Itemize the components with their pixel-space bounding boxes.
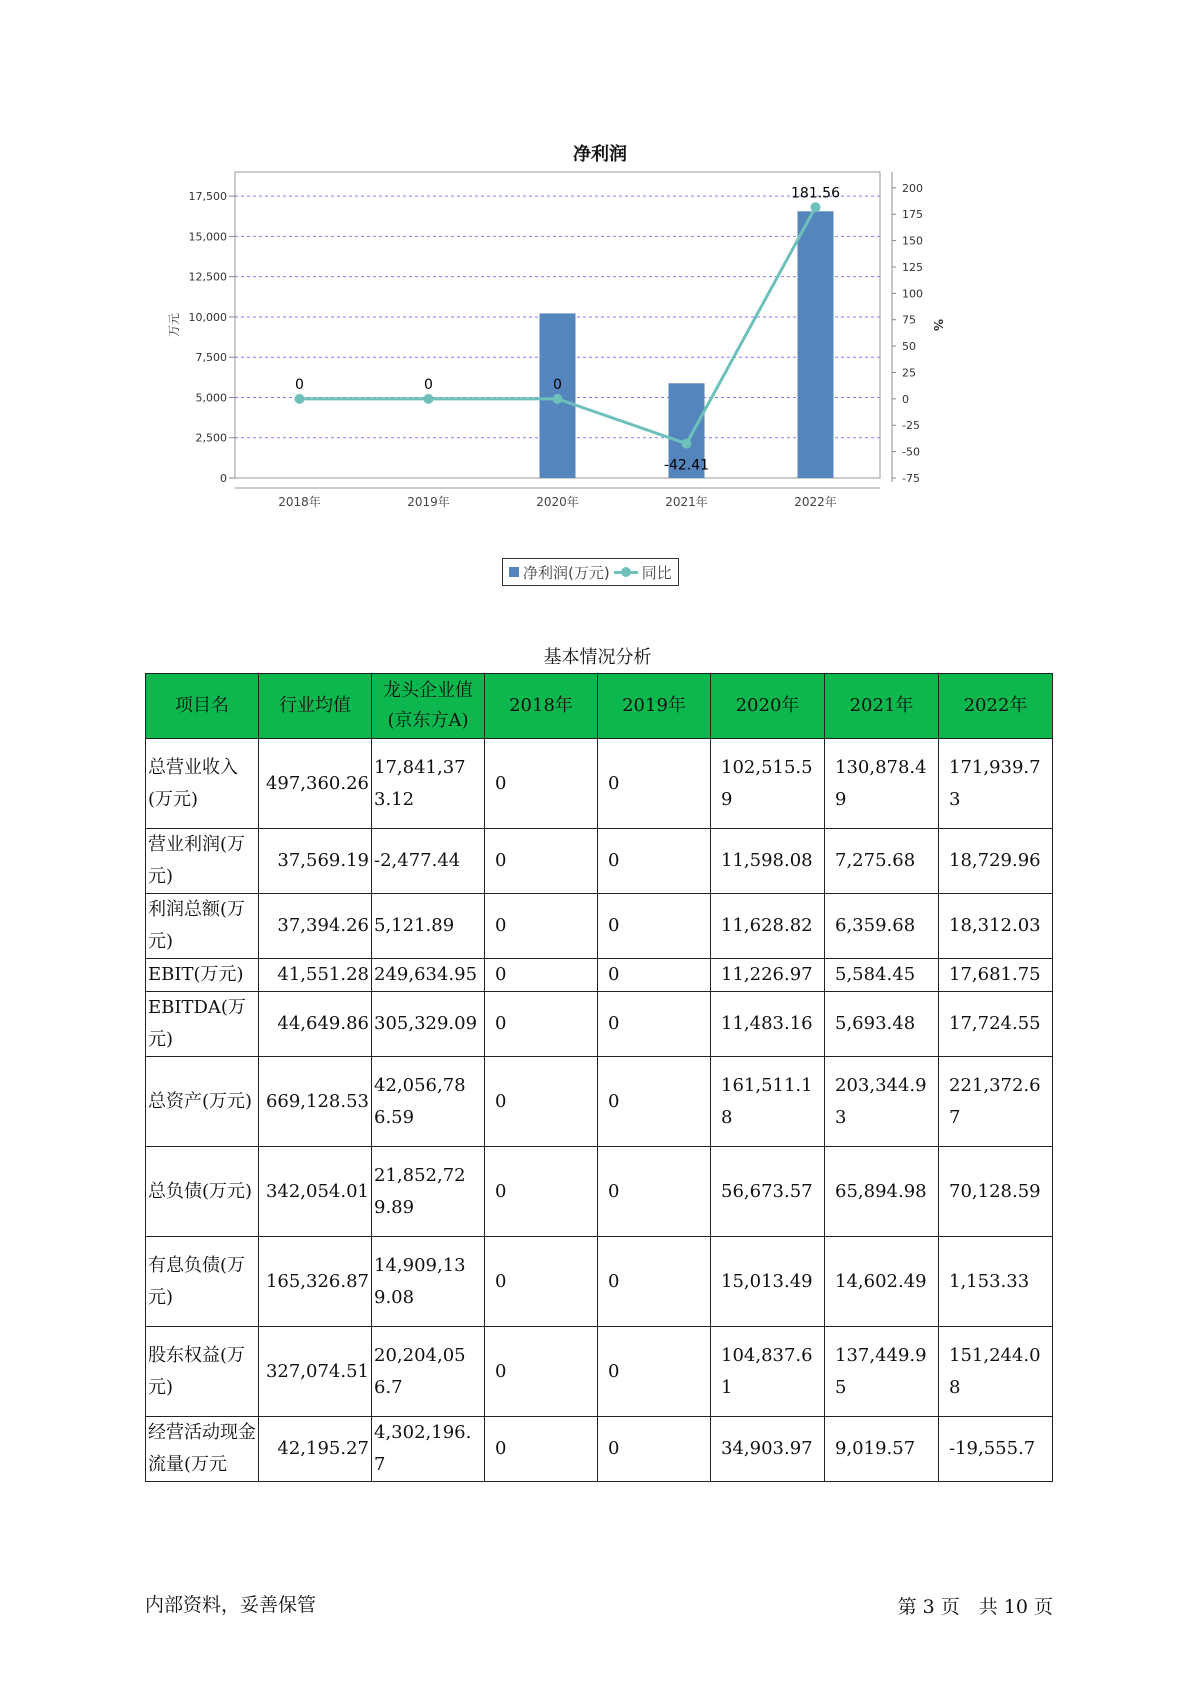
legend-line-label: 同比 (641, 563, 672, 582)
legend-bar-swatch (509, 567, 519, 577)
table-row (146, 992, 1053, 1057)
x-tick-label: 2018年 (278, 495, 321, 509)
leader-value-cell: 21,852,729.89 (372, 1147, 485, 1237)
y-tick-label: 17,500 (188, 190, 227, 204)
y-tick-label: 10,000 (188, 310, 227, 324)
year-2022-cell: 18,729.96 (939, 829, 1053, 894)
point-yoy (424, 394, 434, 404)
x-tick-label: 2020年 (536, 495, 579, 509)
industry-avg-cell: 342,054.01 (259, 1147, 372, 1237)
table-caption: 基本情况分析 (543, 647, 652, 668)
year-2018-cell: 0 (485, 894, 598, 959)
data-label: 0 (295, 376, 304, 393)
year-2020-cell: 11,628.82 (711, 894, 825, 959)
footer-page-number: 第 3 页 共 10 页 (897, 1596, 1053, 1618)
year-2018-cell: 0 (485, 739, 598, 829)
year-2019-cell: 0 (598, 829, 711, 894)
point-yoy (811, 202, 821, 212)
year-2018-cell: 0 (485, 1147, 598, 1237)
header-cell: 2019年 (598, 674, 711, 739)
year-2019-cell: 0 (598, 1417, 711, 1482)
year-2022-cell: 1,153.33 (939, 1237, 1053, 1327)
chart-legend (502, 558, 679, 586)
data-label: -42.41 (663, 457, 710, 474)
year-2022-cell: 17,724.55 (939, 992, 1053, 1057)
leader-value-cell: 4,302,196.7 (372, 1417, 485, 1482)
industry-avg-cell: 41,551.28 (259, 959, 372, 992)
leader-value-cell: 305,329.09 (372, 992, 485, 1057)
y2-tick-label: 125 (902, 260, 923, 274)
y2-tick-label: -25 (902, 419, 920, 433)
year-2019-cell: 0 (598, 1237, 711, 1327)
industry-avg-cell: 37,569.19 (259, 829, 372, 894)
y-tick-label: 2,500 (195, 431, 227, 445)
item-name-cell: 总负债(万元) (146, 1147, 259, 1237)
table-row (146, 1057, 1053, 1147)
leader-value-cell: 5,121.89 (372, 894, 485, 959)
year-2020-cell: 56,673.57 (711, 1147, 825, 1237)
year-2018-cell: 0 (485, 829, 598, 894)
y2-axis-label: % (931, 318, 945, 332)
year-2020-cell: 15,013.49 (711, 1237, 825, 1327)
year-2019-cell: 0 (598, 1147, 711, 1237)
year-2021-cell: 65,894.98 (825, 1147, 939, 1237)
year-2021-cell: 130,878.49 (825, 739, 939, 829)
header-cell: 2022年 (939, 674, 1053, 739)
year-2021-cell: 5,584.45 (825, 959, 939, 992)
year-2021-cell: 14,602.49 (825, 1237, 939, 1327)
y2-tick-label: 75 (902, 313, 916, 327)
table-row (146, 894, 1053, 959)
industry-avg-cell: 497,360.26 (259, 739, 372, 829)
year-2021-cell: 7,275.68 (825, 829, 939, 894)
table-row (146, 1147, 1053, 1237)
industry-avg-cell: 327,074.51 (259, 1327, 372, 1417)
year-2018-cell: 0 (485, 1237, 598, 1327)
y2-tick-label: 25 (902, 366, 916, 380)
chart-svg (150, 130, 1050, 560)
leader-value-cell: -2,477.44 (372, 829, 485, 894)
industry-avg-cell: 42,195.27 (259, 1417, 372, 1482)
year-2020-cell: 11,226.97 (711, 959, 825, 992)
basic-analysis-table (145, 673, 1053, 1482)
header-cell: 2020年 (711, 674, 825, 739)
industry-avg-cell: 37,394.26 (259, 894, 372, 959)
table-header-row (146, 674, 1053, 739)
leader-value-cell: 20,204,056.7 (372, 1327, 485, 1417)
year-2020-cell: 34,903.97 (711, 1417, 825, 1482)
header-cell: 行业均值 (259, 674, 372, 739)
year-2019-cell: 0 (598, 1057, 711, 1147)
item-name-cell: 总资产(万元) (146, 1057, 259, 1147)
y-tick-label: 12,500 (188, 270, 227, 284)
year-2022-cell: -19,555.7 (939, 1417, 1053, 1482)
bar-net-profit (798, 211, 834, 478)
industry-avg-cell: 165,326.87 (259, 1237, 372, 1327)
data-label: 0 (424, 376, 433, 393)
item-name-cell: 总营业收入(万元) (146, 739, 259, 829)
year-2020-cell: 11,483.16 (711, 992, 825, 1057)
year-2022-cell: 17,681.75 (939, 959, 1053, 992)
year-2019-cell: 0 (598, 992, 711, 1057)
item-name-cell: 股东权益(万元) (146, 1327, 259, 1417)
y-tick-label: 15,000 (188, 230, 227, 244)
year-2018-cell: 0 (485, 1057, 598, 1147)
year-2022-cell: 171,939.73 (939, 739, 1053, 829)
header-cell: 龙头企业值(京东方A) (372, 674, 485, 739)
point-yoy (295, 394, 305, 404)
y-tick-label: 0 (220, 472, 227, 485)
header-cell: 项目名 (146, 674, 259, 739)
year-2018-cell: 0 (485, 992, 598, 1057)
table-row (146, 829, 1053, 894)
x-tick-label: 2021年 (665, 495, 708, 509)
item-name-cell: 有息负债(万元) (146, 1237, 259, 1327)
y2-tick-label: 100 (902, 287, 923, 301)
year-2018-cell: 0 (485, 959, 598, 992)
legend-line-swatch (614, 566, 638, 578)
item-name-cell: 经营活动现金流量(万元 (146, 1417, 259, 1482)
year-2022-cell: 70,128.59 (939, 1147, 1053, 1237)
year-2019-cell: 0 (598, 739, 711, 829)
y2-tick-label: -50 (902, 445, 920, 459)
year-2020-cell: 161,511.18 (711, 1057, 825, 1147)
leader-value-cell: 42,056,786.59 (372, 1057, 485, 1147)
footer-confidential: 内部资料，妥善保管 (145, 1594, 317, 1616)
data-label: 0 (553, 376, 562, 393)
data-label: 181.56 (791, 185, 840, 202)
year-2019-cell: 0 (598, 894, 711, 959)
y2-tick-label: 0 (902, 392, 909, 406)
x-tick-label: 2022年 (794, 495, 837, 509)
y2-tick-label: 200 (902, 181, 923, 195)
leader-value-cell: 17,841,373.12 (372, 739, 485, 829)
table-row (146, 1417, 1053, 1482)
chart-title: 净利润 (573, 144, 627, 165)
year-2021-cell: 5,693.48 (825, 992, 939, 1057)
table-row (146, 739, 1053, 829)
industry-avg-cell: 44,649.86 (259, 992, 372, 1057)
y2-tick-label: 50 (902, 340, 916, 354)
y-tick-label: 5,000 (195, 391, 227, 405)
year-2021-cell: 203,344.93 (825, 1057, 939, 1147)
x-tick-label: 2019年 (407, 495, 450, 509)
year-2019-cell: 0 (598, 959, 711, 992)
item-name-cell: 营业利润(万元) (146, 829, 259, 894)
year-2018-cell: 0 (485, 1327, 598, 1417)
y2-tick-label: 150 (902, 234, 923, 248)
year-2021-cell: 6,359.68 (825, 894, 939, 959)
header-cell: 2021年 (825, 674, 939, 739)
year-2022-cell: 151,244.08 (939, 1327, 1053, 1417)
leader-value-cell: 249,634.95 (372, 959, 485, 992)
item-name-cell: 利润总额(万元) (146, 894, 259, 959)
table-row (146, 959, 1053, 992)
industry-avg-cell: 669,128.53 (259, 1057, 372, 1147)
table-row (146, 1237, 1053, 1327)
year-2021-cell: 137,449.95 (825, 1327, 939, 1417)
table-row (146, 1327, 1053, 1417)
year-2021-cell: 9,019.57 (825, 1417, 939, 1482)
leader-value-cell: 14,909,139.08 (372, 1237, 485, 1327)
y-tick-label: 7,500 (195, 351, 227, 365)
y-axis-label: 万元 (167, 312, 181, 338)
y2-tick-label: 175 (902, 208, 923, 222)
year-2020-cell: 104,837.61 (711, 1327, 825, 1417)
legend-bar-label: 净利润(万元) (523, 563, 610, 582)
year-2018-cell: 0 (485, 1417, 598, 1482)
year-2022-cell: 18,312.03 (939, 894, 1053, 959)
point-yoy (553, 394, 563, 404)
year-2022-cell: 221,372.67 (939, 1057, 1053, 1147)
table-body (146, 739, 1053, 1482)
net-profit-chart (150, 130, 1050, 600)
year-2020-cell: 11,598.08 (711, 829, 825, 894)
year-2019-cell: 0 (598, 1327, 711, 1417)
header-cell: 2018年 (485, 674, 598, 739)
point-yoy (682, 439, 692, 449)
year-2020-cell: 102,515.59 (711, 739, 825, 829)
item-name-cell: EBIT(万元) (146, 959, 259, 992)
y2-tick-label: -75 (902, 472, 920, 485)
item-name-cell: EBITDA(万元) (146, 992, 259, 1057)
